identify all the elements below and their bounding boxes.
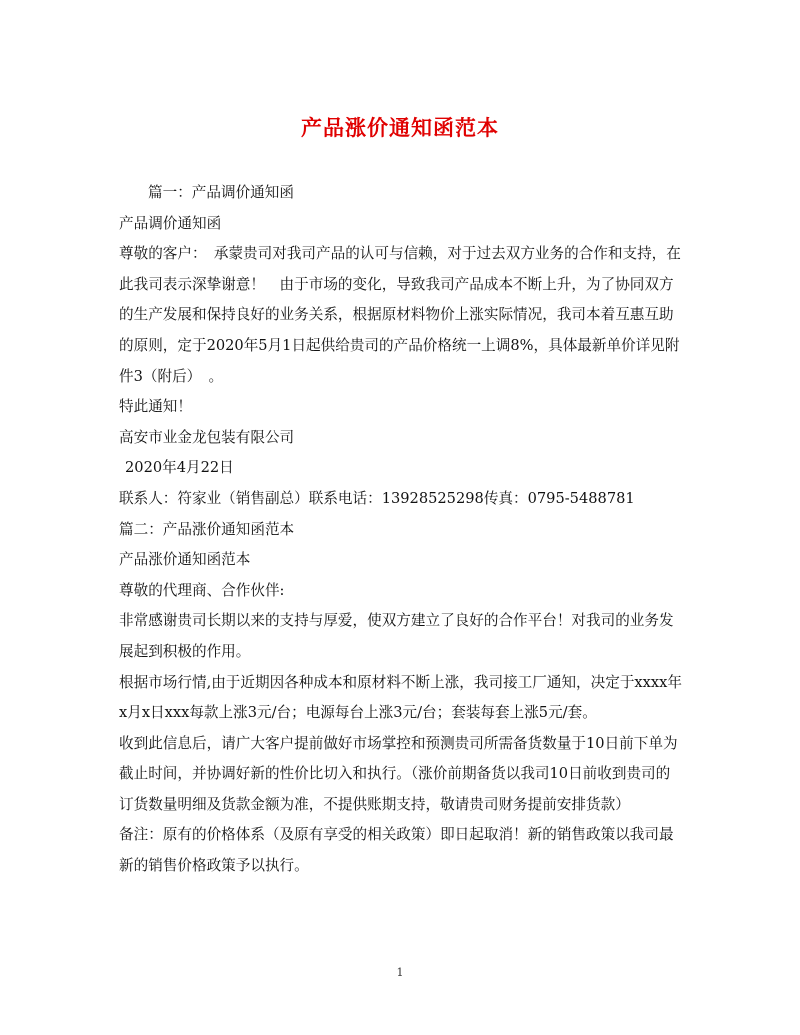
section-heading-1: 篇一：产品调价通知函 bbox=[148, 184, 294, 201]
document-title: 产品涨价通知函范本 bbox=[301, 115, 499, 140]
paragraph-greeting-1: 尊敬的客户： 承蒙贵司对我司产品的认可与信赖，对于过去双方业务的合作和支持，在此我司表示深挚谢意！ 由于市场的变化，导致我司产品成本不断上升，为了协同双方的生产发展和保持良好的业务关系，根据原材料物价上涨实际情况，我司本着互惠互助的原则，定于2020年5月1日起供给贵司的产品价格统一上调8%，具体最新单价详见附件3（附后） 。 bbox=[119, 245, 681, 385]
page-number: 1 bbox=[396, 966, 404, 979]
paragraph-price-increase: 根据市场行情,由于近期因各种成本和原材料不断上涨，我司接工厂通知，决定于xxxx年x月x日xxx每款上涨3元/台；电源每台上涨3元/台；套装每套上涨5元/套。 bbox=[119, 673, 682, 722]
subtitle-2: 产品涨价通知函范本 bbox=[119, 551, 251, 569]
company-name: 高安市业金龙包装有限公司 bbox=[119, 428, 295, 446]
subtitle-1: 产品调价通知函 bbox=[119, 214, 222, 232]
contact-line: 联系人：符家业（销售副总）联系电话：13928525298传真：0795-5488781 bbox=[119, 489, 635, 507]
document-body bbox=[119, 178, 684, 882]
section-heading-2: 篇二：产品涨价通知函范本 bbox=[119, 520, 295, 538]
paragraph-thanks: 非常感谢贵司长期以来的支持与厚爱，使双方建立了良好的合作平台！对我司的业务发展起到积极的作用。 bbox=[119, 612, 674, 660]
paragraph-greeting-2: 尊敬的代理商、合作伙伴: bbox=[119, 581, 285, 599]
paragraph-remark: 备注：原有的价格体系（及原有享受的相关政策）即日起取消！新的销售政策以我司最新的销售价格政策予以执行。 bbox=[119, 826, 674, 875]
paragraph-ordering: 收到此信息后，请广大客户提前做好市场掌控和预测贵司所需备货数量于10日前下单为截止时间，并协调好新的性价比切入和执行。（涨价前期备货以我司10日前收到贵司的订货数量明细及货款金额为准，不提供账期支持，敬请贵司财务提前安排货款） bbox=[119, 734, 678, 813]
paragraph-notice: 特此通知！ bbox=[119, 398, 192, 416]
date-line: 2020年4月22日 bbox=[125, 459, 234, 477]
